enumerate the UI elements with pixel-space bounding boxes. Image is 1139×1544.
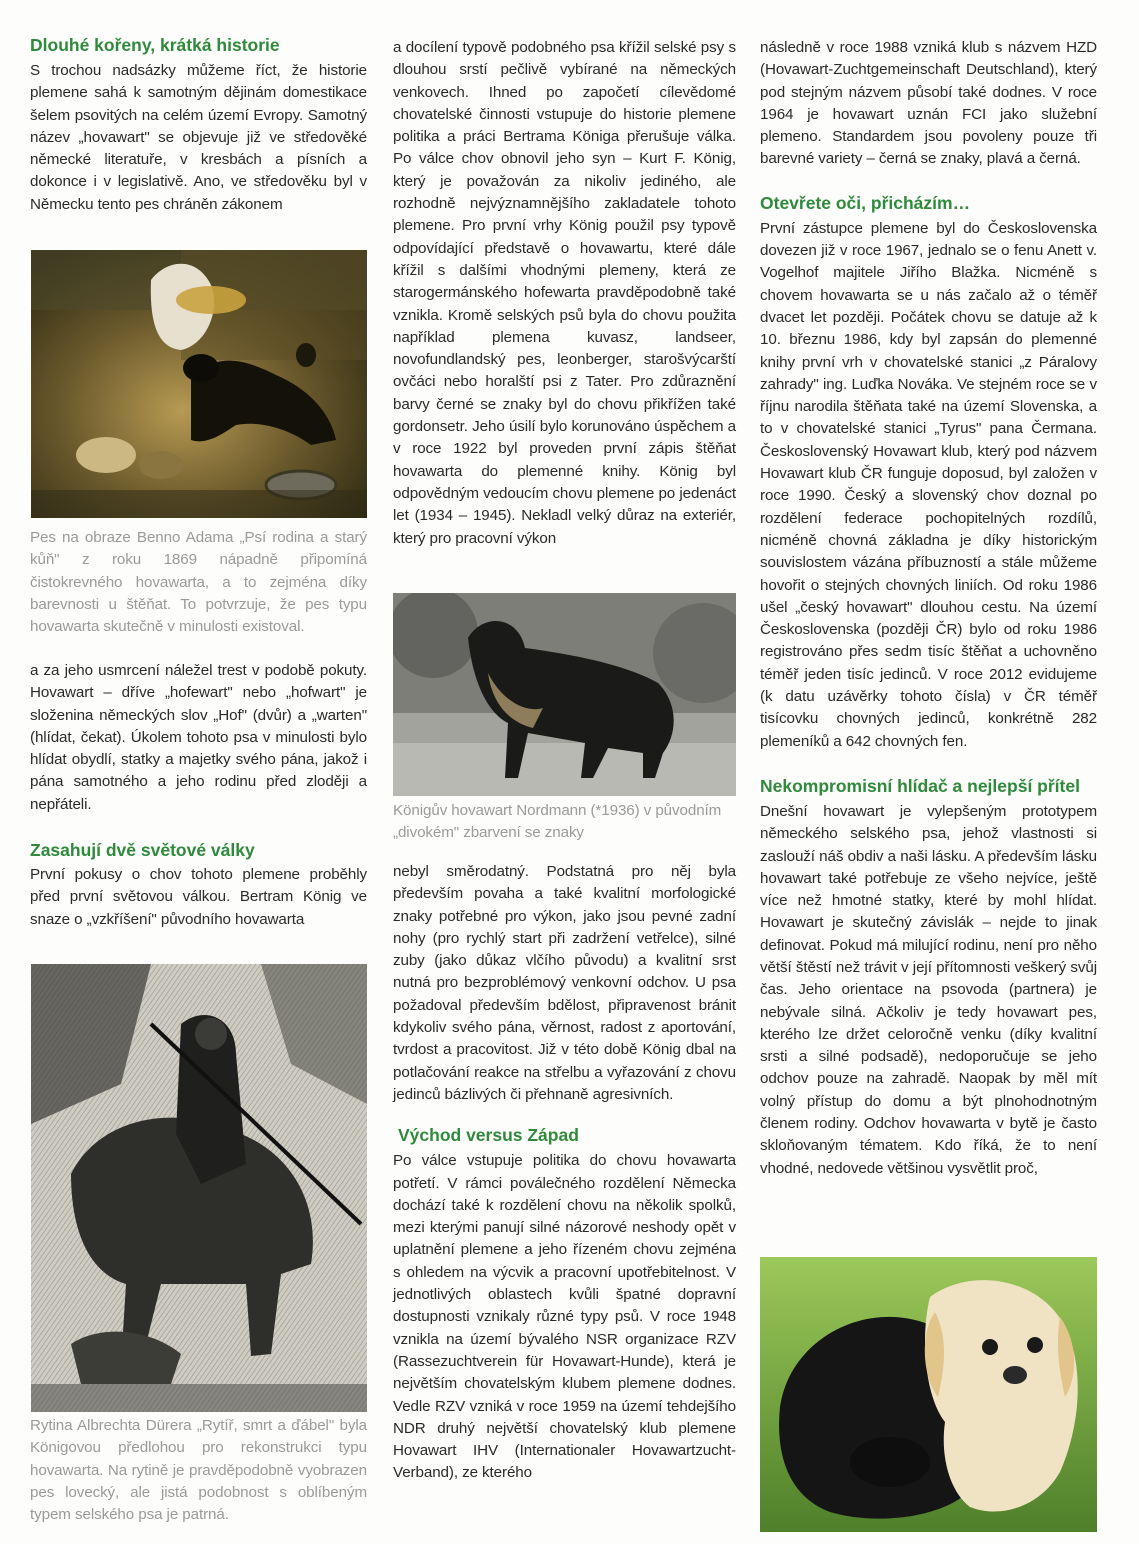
caption-block-1	[30, 527, 367, 638]
paragraph: První pokusy o chov tohoto plemene proběhly před první světovou válkou. Bertram König ve snaze o „vzkříšení" původního hovawarta	[30, 866, 367, 928]
paragraph: Dnešní hovawart je vylepšeným prototypem německého selského psa, jehož vlastnosti si zaslouží náš obdiv a naši lásku. A především lásku hovawart také potřebuje ze všeho nejvíce, ještě více než hmotné statky, které by mohl hlídat. Hovawart je skutečný závislák – nejde to jinak definovat. Pokud má milující rodinu, není pro něho větší štěstí než trávit v její přítomnosti veškerý svůj čas. Jeho orientace na psovoda (partnera) je nebývale silná. Ačkoliv je tedy hovawart pes, kterého lze držet celoročně venku (díky kvalitní srsti a silné podsadě), nedoporučuje se jeho odchov pouze na zahradě. Naopak by měl mít volný přístup do domu a být plnohodnotným členem rodiny. Odchov hovawarta v bytě je často skloňovaným tématem. Kdo říká, že to není vhodné, nedovede většinou vysvětlit proč,	[760, 802, 1097, 1177]
image-caption: Königův hovawart Nordmann (*1936) v původním „divokém" zbarvení se znaky	[393, 802, 722, 842]
heading-otevrete-oci: Otevřete oči, přicházím…	[760, 192, 971, 213]
paragraph: a docílení typově podobného psa křížil selské psy s dlouhou srstí pečlivě vybírané na německých venkovech. Ihned po započetí cílevědomé chovatelské činnosti vstupuje do historie plemene politika a práci Bertrama Königa přerušuje válka. Po válce chov obnovil jeho syn – Kurt F. König, který je považován za nikoliv jediného, ale rozhodně nejvýznamnějšího zakladatele tohoto plemene. Pro první vrhy König použil psy typově odpovídající představě o hovawartu, které dále křížil s dalšími vhodnými plemeny, která ze starogermánského hofewarta pravděpodobně také vznikla. Kromě selských psů byla do chovu použita například plemena kuvasz, landseer, novofundlandský pes, leonberger, starošvýcarští ovčáci nebo horalští psi z Tater. Pro zdůraznění barvy černé se znaky byl do chovu přikřížen také gordonsetr. Jeho úsilí bylo korunováno úspěchem a v roce 1922 byl proveden první zápis štěňat hovawarta do plemenné knihy. König byl odpovědným vedoucím chovu plemene po jedenáct let (1934 – 1945). Nekladl velký důraz na exteriér, který pro pracovní výkon	[393, 39, 736, 547]
column-3	[760, 37, 1097, 1180]
heading-dlouhe-koreny: Dlouhé kořeny, krátká historie	[30, 35, 280, 55]
column-2-continued	[393, 861, 736, 1485]
caption-block-3	[393, 800, 736, 845]
paragraph: Po válce vstupuje politika do chovu hovawarta potřetí. V rámci poválečného rozdělení Německa dochází také k rozdělení chovu na několik spolků, mezi kterými panují silné názorové neshody opět v uplatnění plemene a jeho řízeném chovu zejména s ohledem na výcvik a pracovní upotřebitelnost. V jednotlivých oblastech kvůli špatné dopravní dostupnosti vznikaly různé typy psů. V roce 1948 vznikla na území bývalého NSR organizace RZV (Rassezuchtverein für Hovawart-Hunde), která je největším chovatelským klubem plemene dodnes. Vedle RZV vzniká v roce 1959 na území tehdejšího NDR druhý největší chovatelský klub plemene Hovawart IHV (Internationaler Hovawartzucht-Verband), ze kterého	[393, 1152, 736, 1482]
heading-zasahuji-valky: Zasahují dvě světové války	[30, 840, 255, 861]
image-caption: Pes na obraze Benno Adama „Psí rodina a starý kůň" z roku 1869 nápadně připomíná čistokrevného hovawarta, a to zejména díky barevnosti u štěňat. To potvrzuje, že pes typu hovawarta skutečně v minulosti existoval.	[30, 529, 367, 636]
paragraph: První zástupce plemene byl do Československa dovezen již v roce 1967, jednalo se o fenu Anett v. Vogelhof majitele Jiřího Blažka. Nicméně s chovem hovawarta se u nás začalo až o téměř dvacet let později. Počátek chovu se datuje až k 10. březnu 1986, kdy byl zapsán do plemenné knihy první vrh v chovatelské stanici „z Páralovy zahrady" ing. Luďka Nováka. Ve stejném roce se v říjnu narodila štěňata také na území Slovenska, a to v chovatelské stanici „Tyrus" pana Čermana. Československý Hovawart klub, který pod názvem Hovawart klub ČR funguje doposud, byl založen v roce 1990. Český a slovenský chov doznal po rozdělení federace pochopitelných rozdílů, nicméně chovná základna je díky historickým souvislostem vázána příbuzností a stále můžeme hovořit o stejných chovných liniích. Od roku 1986 ušel „český hovawart" dlouhou cestu. Na území Československa (později ČR) bylo od roku 1986 registrováno přes sedm tisíc štěňat a uchovněno téměř jeden tisíc jedinců. V roce 2012 evidujeme (k datu uzávěrky tohoto čísla) v ČR téměř tisícovku chovných jedinců, konkrétně 282 plemeníků a 642 chovných fen.	[760, 219, 1097, 750]
photo-nordmann	[393, 593, 736, 796]
paragraph: S trochou nadsázky můžeme říct, že historie plemene sahá k samotným dějinám domestikace šelem psovitých na celém území Evropy. Samotný název „hovawart" se objevuje již ve středověké německé literatuře, v kresbách a písních a dokonce i v legislativě. Ano, ve středověku byl v Německu tento pes chráněn zákonem	[30, 62, 367, 213]
image-caption: Rytina Albrechta Dürera „Rytíř, smrt a ďábel" byla Königovou předlohou pro rekonstrukci typu hovawarta. Na rytině je pravděpodobně vyobrazen pes lovecký, ale jistá podobnost s oblíbeným typem selského psa je patrná.	[30, 1417, 367, 1524]
column-1	[30, 34, 367, 216]
paragraph: následně v roce 1988 vzniká klub s názvem HZD (Hovawart-Zuchtgemeinschaft Deutschland), který pod stejným názvem působí také dodnes. V roce 1964 je hovawart uznán FCI jako služební plemeno. Standardem jsou povoleny pouze tři barevné variety – černá se znaky, plavá a černá.	[760, 39, 1097, 168]
painting-benno-adam	[31, 250, 367, 518]
paragraph: a za jeho usmrcení náležel trest v podobě pokuty. Hovawart – dříve „hofewart" nebo „hofwart" je složenina německých slov „Hof" (dvůr) a „warten" (hlídat, čekat). Úkolem tohoto psa v minulosti bylo hlídat obydlí, statky a majetky svého pána, jakož i pána samotného a jeho rodinu před zloději a nepřáteli.	[30, 662, 367, 813]
photo-puppies	[760, 1257, 1097, 1532]
paragraph: nebyl směrodatný. Podstatná pro něj byla především povaha a také kvalitní morfologické znaky potřebné pro výkon, jako jsou pevné zadní nohy (pro rychlý start při zadržení vetřelce), silné zuby (jako důkaz vlčího původu) a kvalitní srst nutná pro bezproblémový venkovní odchov. U psa požadoval především bdělost, připravenost bránit kdykoliv svého pána, věrnost, radost z aportování, tvrdost a pracovitost. Již v této době König dbal na potlačování reakce na střelbu a vyřazování z chovu jedinců bázlivých či přehnaně agresivních.	[393, 863, 736, 1103]
heading-vychod-zapad: Východ versus Západ	[398, 1125, 579, 1146]
column-1-continued	[30, 660, 367, 931]
column-2	[393, 37, 736, 550]
engraving-durer	[31, 964, 367, 1412]
heading-nekompromisni-hlidac: Nekompromisní hlídač a nejlepší přítel	[760, 775, 1080, 796]
caption-block-2	[30, 1415, 367, 1526]
